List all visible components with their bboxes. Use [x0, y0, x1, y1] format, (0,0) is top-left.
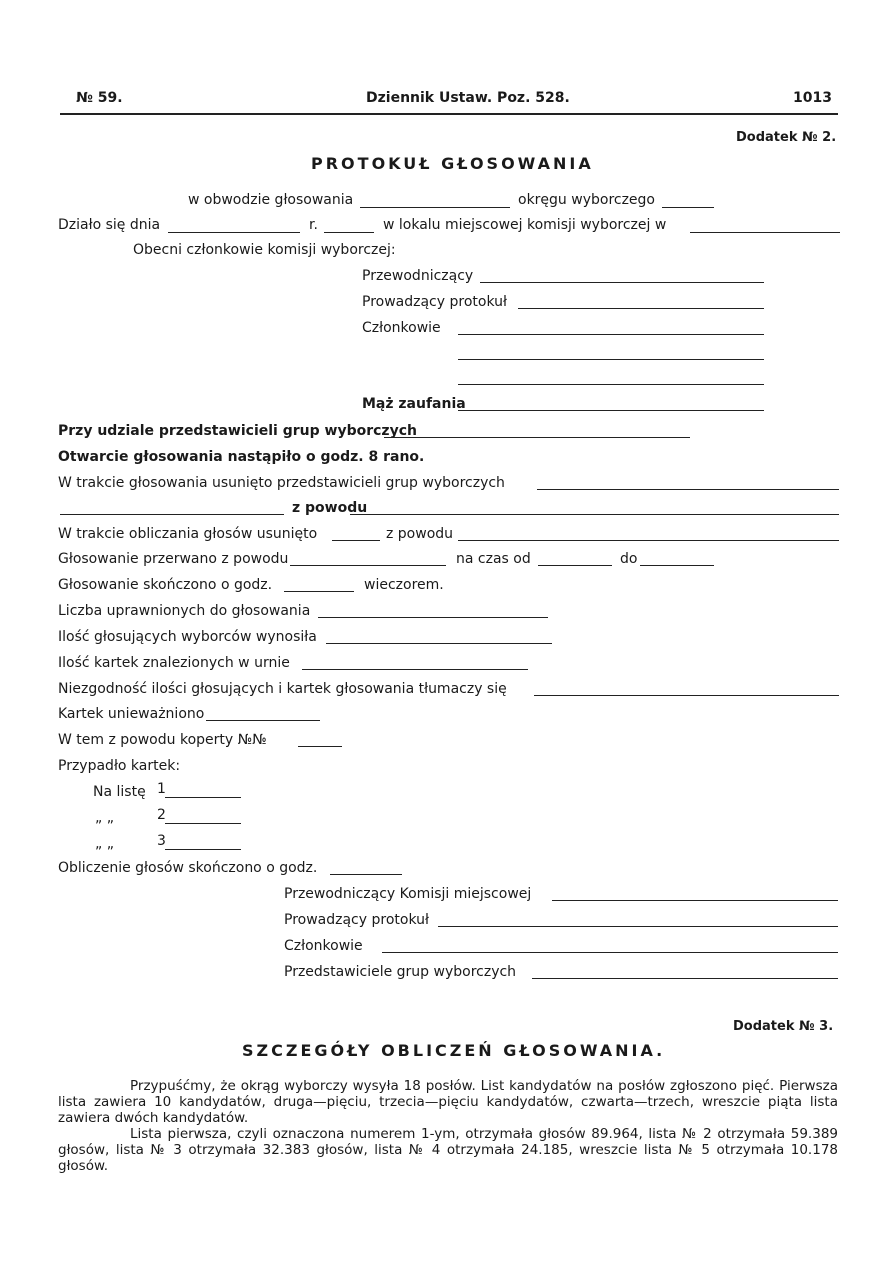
ballots-found-field[interactable]	[302, 669, 528, 670]
discrepancy-label: Niezgodność ilości głosujących i kartek głosowania tłumaczy się	[58, 681, 507, 697]
sign-members-field[interactable]	[382, 952, 838, 953]
interrupted-to-field[interactable]	[640, 565, 714, 566]
fell-label: Przypadło kartek:	[58, 758, 181, 774]
attachment3-label: Dodatek № 3.	[733, 1019, 834, 1034]
list-row-1-prefix: Na listę	[93, 784, 146, 800]
secretary-label: Prowadzący protokuł	[362, 294, 507, 310]
lokal-field[interactable]	[690, 232, 840, 233]
obwod-field[interactable]	[360, 207, 510, 208]
list-row-3-prefix: „ „	[95, 836, 114, 852]
of-which-label: W tem z powodu koperty №№	[58, 732, 267, 748]
sign-reps-field[interactable]	[532, 978, 838, 979]
voters-label: Ilość głosujących wyborców wynosiła	[58, 629, 317, 645]
evening-label: wieczorem.	[364, 577, 444, 593]
dzialo-label: Działo się dnia	[58, 217, 161, 233]
removed-reps-names-field[interactable]	[60, 514, 284, 515]
list-row-2-number: 2	[157, 807, 166, 823]
members-label: Członkowie	[362, 320, 441, 336]
participation-field[interactable]	[384, 437, 690, 438]
finished-label: Głosowanie skończono o godz.	[58, 577, 273, 593]
list-row-3-number: 3	[157, 833, 166, 849]
list-row-2-field[interactable]	[165, 823, 241, 824]
due-to-field[interactable]	[350, 514, 839, 515]
removed-counting-label: W trakcie obliczania głosów usunięto	[58, 526, 318, 542]
opening-text: Otwarcie głosowania nastąpiło o godz. 8 rano.	[58, 449, 425, 465]
obwod-label: w obwodzie głosowania	[188, 192, 354, 208]
discrepancy-field[interactable]	[534, 695, 839, 696]
list-row-2-prefix: „ „	[95, 810, 114, 826]
interrupted-from-field[interactable]	[538, 565, 612, 566]
interrupted-reason-field[interactable]	[290, 565, 446, 566]
interrupted-from-label: na czas od	[456, 551, 531, 567]
sign-reps-label: Przedstawiciele grup wyborczych	[284, 964, 517, 980]
voters-field[interactable]	[326, 643, 552, 644]
member-field-1[interactable]	[458, 334, 764, 335]
sign-chairman-label: Przewodniczący Komisji miejscowej	[284, 886, 532, 902]
okreg-label: okręgu wyborczego	[518, 192, 655, 208]
eligible-field[interactable]	[318, 617, 548, 618]
ballots-found-label: Ilość kartek znalezionych w urnie	[58, 655, 290, 671]
paragraph-2: Lista pierwsza, czyli oznaczona numerem 1-ym, otrzymała głosów 89.964, lista № 2 otrzymała 59.389 głosów, lista № 3 otrzymała 32.383 głosów, lista № 4 otrzymała 24.185, wreszcie lista № 5 otrzymała 10.178 głosów.	[58, 1126, 838, 1174]
list-row-1-field[interactable]	[165, 797, 241, 798]
finished-hour-field[interactable]	[284, 591, 354, 592]
paragraph-1: Przypuśćmy, że okrąg wyborczy wysyła 18 posłów. List kandydatów na posłów zgłoszono pięć. Pierwsza lista zawiera 10 kandydatów, druga—pięciu, trzecia—pięciu kandydatów, czwarta—trzech, wreszcie piąta lista zawiera dwóch kandydatów.	[58, 1078, 838, 1126]
list-row-1-number: 1	[157, 781, 166, 797]
eligible-label: Liczba uprawnionych do głosowania	[58, 603, 311, 619]
removed-counting-reason-field[interactable]	[458, 540, 839, 541]
due-to-label: z powodu	[292, 500, 368, 516]
list-row-3-field[interactable]	[165, 849, 241, 850]
removed-reps-field[interactable]	[537, 489, 839, 490]
year-field[interactable]	[324, 232, 374, 233]
interrupted-label: Głosowanie przerwano z powodu	[58, 551, 289, 567]
attachment3-text	[58, 1078, 838, 1174]
trustee-field[interactable]	[458, 410, 764, 411]
invalidated-label: Kartek unieważniono	[58, 706, 205, 722]
invalidated-field[interactable]	[206, 720, 320, 721]
attachment3-title: SZCZEGÓŁY OBLICZEŃ GŁOSOWANIA.	[242, 1041, 666, 1060]
members-present-label: Obecni członkowie komisji wyborczej:	[133, 242, 396, 258]
journal-title: Dziennik Ustaw. Poz. 528.	[366, 90, 570, 106]
sign-members-label: Członkowie	[284, 938, 363, 954]
counting-done-field[interactable]	[330, 874, 402, 875]
header-rule	[60, 113, 838, 115]
removed-reps-label: W trakcie głosowania usunięto przedstawicieli grup wyborczych	[58, 475, 505, 491]
attachment2-label: Dodatek № 2.	[736, 130, 837, 145]
counting-done-label: Obliczenie głosów skończono o godz.	[58, 860, 318, 876]
issue-number: № 59.	[76, 90, 123, 106]
sign-chairman-field[interactable]	[552, 900, 838, 901]
secretary-field[interactable]	[518, 308, 764, 309]
sign-secretary-label: Prowadzący protokuł	[284, 912, 429, 928]
trustee-label: Mąż zaufania	[362, 396, 466, 412]
lokal-label: w lokalu miejscowej komisji wyborczej w	[383, 217, 667, 233]
participation-label: Przy udziale przedstawicieli grup wyborczych	[58, 423, 417, 439]
sign-secretary-field[interactable]	[438, 926, 838, 927]
year-label: r.	[309, 217, 318, 233]
member-field-3[interactable]	[458, 384, 764, 385]
date-field[interactable]	[168, 232, 300, 233]
okreg-field[interactable]	[662, 207, 714, 208]
removed-counting-field[interactable]	[332, 540, 380, 541]
interrupted-to-label: do	[620, 551, 638, 567]
removed-counting-reason-label: z powodu	[386, 526, 454, 542]
chairman-field[interactable]	[480, 282, 764, 283]
attachment2-title: PROTOKUŁ GŁOSOWANIA	[311, 154, 594, 173]
page-number: 1013	[793, 90, 832, 106]
member-field-2[interactable]	[458, 359, 764, 360]
of-which-field[interactable]	[298, 746, 342, 747]
chairman-label: Przewodniczący	[362, 268, 474, 284]
